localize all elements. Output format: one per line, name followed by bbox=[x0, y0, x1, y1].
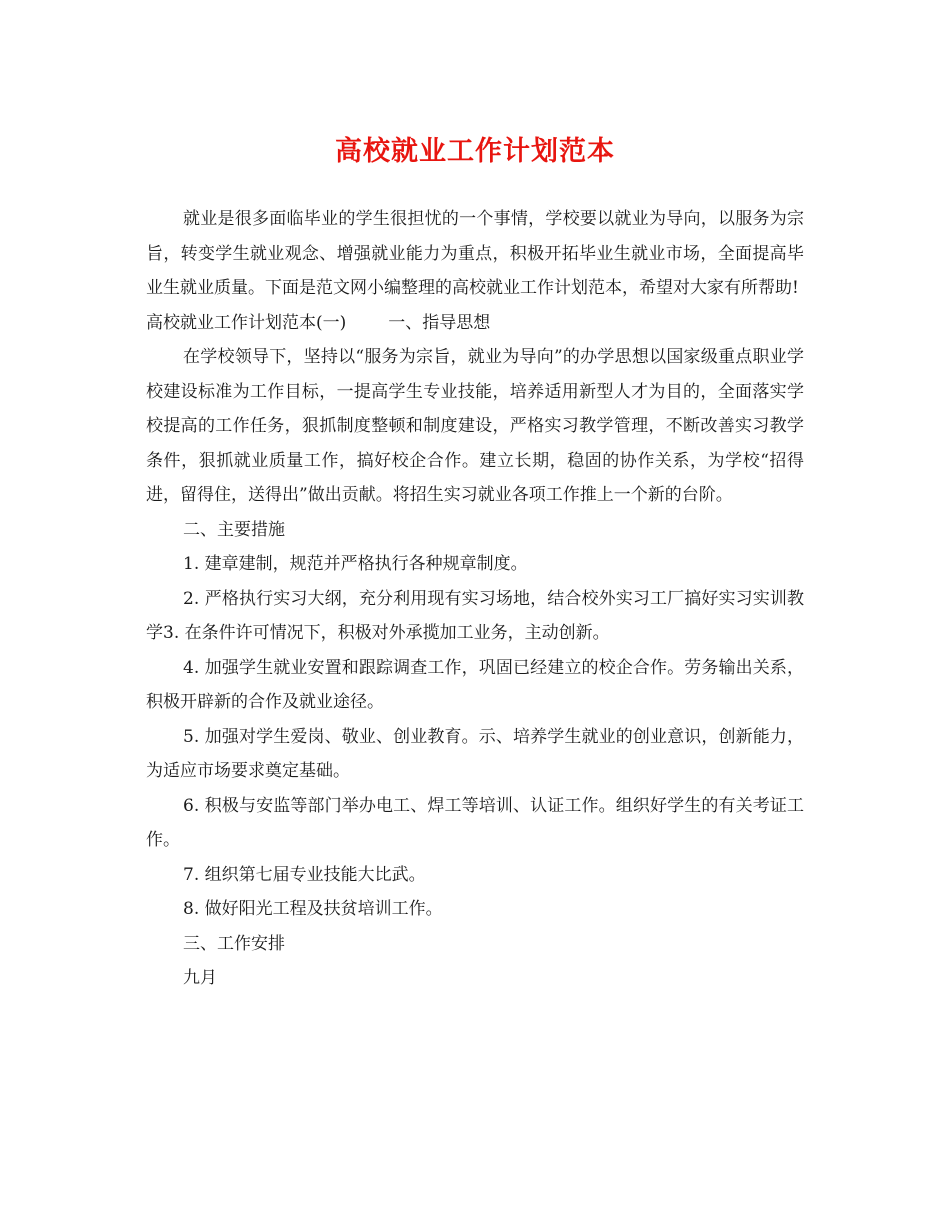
heading-main-measures: 二、主要措施 bbox=[183, 519, 285, 540]
intro-paragraph: 就业是很多面临毕业的学生很担忧的一个事情，学校要以就业为导向，以服务为宗旨，转变学生就业观念、增强就业能力为重点，积极开拓毕业生就业市场，全面提高毕业生就业质量。下面是范文网小编整理的高校就业工作计划范本，希望对大家有所帮助! bbox=[146, 209, 804, 298]
section-line bbox=[146, 306, 804, 341]
document-title: 高校就业工作计划范本 bbox=[335, 136, 615, 167]
heading-work-arrangement: 三、工作安排 bbox=[183, 933, 285, 954]
measure-item-2: 2. 严格执行实习大纲，充分利用现有实习场地，结合校外实习工厂搞好实习实训教学3. 在条件许可情况下，积极对外承揽加工业务，主动创新。 bbox=[146, 588, 804, 643]
measure-item-1: 1. 建章建制，规范并严格执行各种规章制度。 bbox=[183, 554, 528, 574]
measure-item-8: 8. 做好阳光工程及扶贫培训工作。 bbox=[183, 899, 443, 919]
document-body bbox=[146, 202, 804, 996]
measure-item-7: 7. 组织第七届专业技能大比武。 bbox=[183, 864, 426, 885]
heading-guiding-ideology: 一、指导思想 bbox=[388, 312, 491, 333]
month-label: 九月 bbox=[183, 968, 217, 988]
section-label: 高校就业工作计划范本(一) bbox=[146, 312, 347, 333]
measure-item-5: 5. 加强对学生爱岗、敬业、创业教育。示、培养学生就业的创业意识，创新能力，为适应市场要求奠定基础。 bbox=[146, 726, 804, 781]
measure-item-4: 4. 加强学生就业安置和跟踪调查工作，巩固已经建立的校企合作。劳务输出关系，积极开辟新的合作及就业途径。 bbox=[146, 657, 804, 712]
guiding-ideology-paragraph: 在学校领导下，坚持以“服务为宗旨，就业为导向”的办学思想以国家级重点职业学校建设标准为工作目标，一提高学生专业技能，培养适用新型人才为目的，全面落实学校提高的工作任务，狠抓制度整顿和制度建设，严格实习教学管理，不断改善实习教学条件，狠抓就业质量工作，搞好校企合作。建立长期，稳固的协作关系，为学校“招得进，留得住，送得出”做出贡献。将招生实习就业各项工作推上一个新的台阶。 bbox=[146, 347, 804, 505]
measure-item-6: 6. 积极与安监等部门举办电工、焊工等培训、认证工作。组织好学生的有关考证工作。 bbox=[146, 795, 804, 850]
